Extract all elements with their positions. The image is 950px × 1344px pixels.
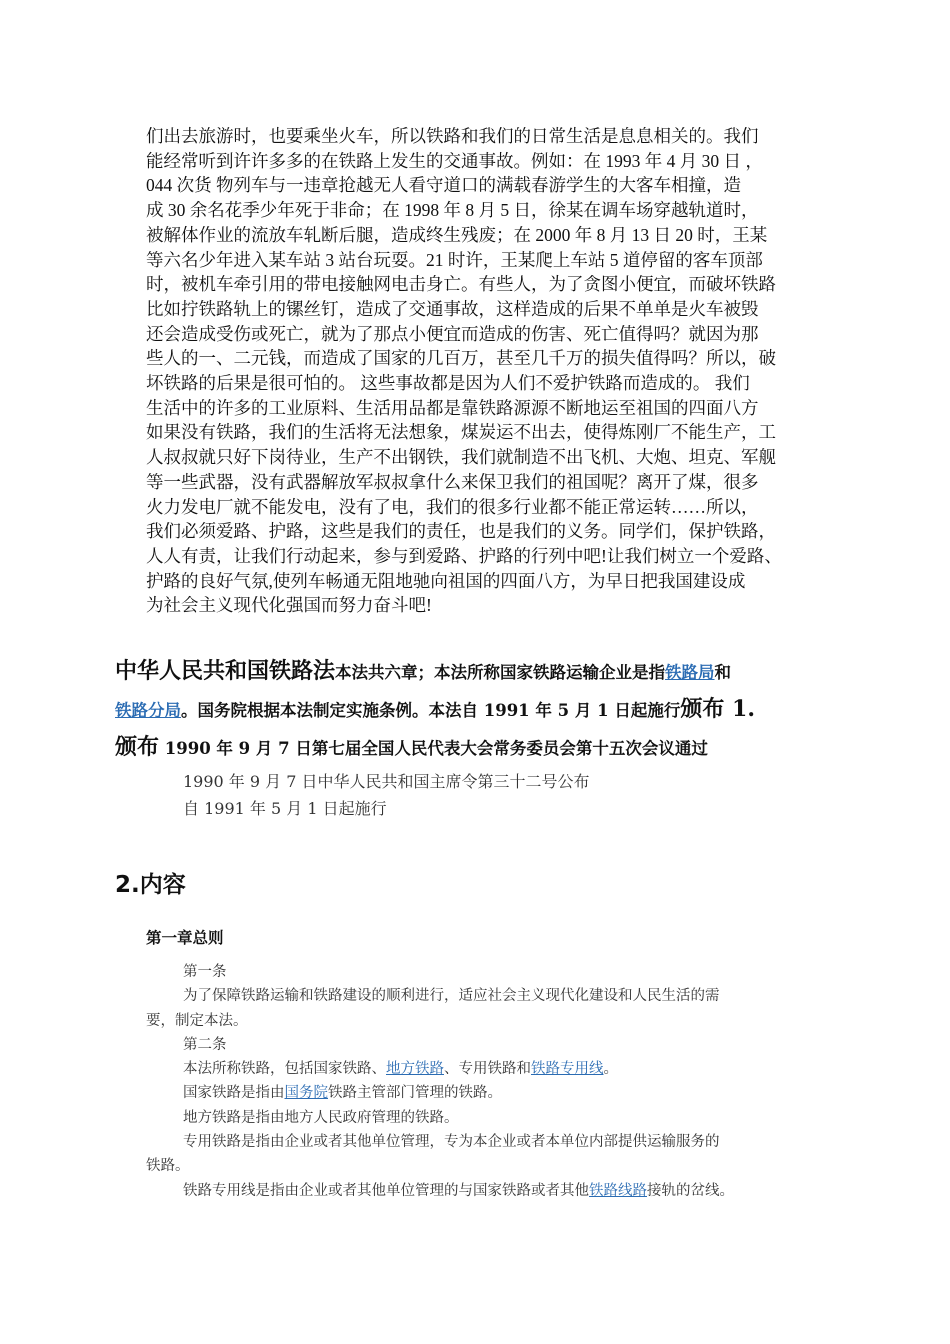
law-heading-line-1 <box>115 652 835 690</box>
article-2-para-4: 专用铁路是指由企业或者其他单位管理，专为本企业或者本单位内部提供运输服务的 <box>183 1134 720 1151</box>
essay-line: 护路的良好气氛,使列车畅通无阻地驰向祖国的四面八方，为早日把我国建设成 <box>146 570 746 591</box>
essay-line: 生活中的许多的工业原料、生活用品都是靠铁路源源不断地运至祖国的四面八方 <box>146 397 759 418</box>
essay-line: 人人有责，让我们行动起来，参与到爱路、护路的行列中吧!让我们树立一个爱路、 <box>146 545 782 566</box>
essay-line: 比如拧铁路轨上的镙丝钉，造成了交通事故，这样造成的后果不单单是火车被毁 <box>146 298 759 319</box>
article-2-para-1 <box>146 1057 826 1081</box>
text-span: 、专用铁路和 <box>444 1061 531 1078</box>
article-1-text-cont: 要，制定本法。 <box>146 1012 248 1029</box>
essay-line: 些人的一、二元钱，而造成了国家的几百万，甚至几千万的损失值得吗？所以，破 <box>146 348 776 369</box>
list-number: 1. <box>724 696 756 722</box>
law-heading-line-3 <box>115 728 835 766</box>
essay-line: 044 次货 物列车与一违章抢越无人看守道口的满载春游学生的大客车相撞，造 <box>146 175 741 196</box>
text-span: 。 <box>603 1061 618 1078</box>
passed-text: 1990 年 9 月 7 日第七届全国人民代表大会常务委员会第十五次会议通过 <box>159 739 708 758</box>
essay-line: 坏铁路的后果是很可怕的。 这些事故都是因为人们不爱护铁路而造成的。 我们 <box>146 373 750 394</box>
link-railway-spur-line[interactable]: 铁路专用线 <box>531 1061 604 1078</box>
law-title: 中华人民共和国铁路法 <box>115 658 336 684</box>
text-span: 接轨的岔线。 <box>647 1182 734 1199</box>
essay-line: 能经常听到许许多多的在铁路上发生的交通事故。例如：在 1993 年 4 月 30 日 ， <box>146 150 763 171</box>
essay-line: 们出去旅游时，也要乘坐火车，所以铁路和我们的日常生活是息息相关的。我们 <box>146 126 759 146</box>
chapter-title: 第一章总则 <box>146 929 224 947</box>
promulgate-label-2: 颁布 <box>115 734 160 760</box>
law-heading <box>115 652 835 766</box>
essay-line: 火力发电厂就不能发电，没有了电，我们的很多行业都不能正常运转……所以， <box>146 496 759 517</box>
promulgation-info <box>183 768 590 822</box>
link-railway-bureau[interactable]: 铁路局 <box>665 663 715 682</box>
text-span: 本法所称铁路，包括国家铁路、 <box>183 1061 386 1078</box>
articles-body <box>146 960 826 1203</box>
link-railway-branch[interactable]: 铁路分局 <box>115 701 181 720</box>
link-railway-line[interactable]: 铁路线路 <box>589 1182 647 1199</box>
essay-line: 人叔叔就只好下岗待业，生产不出钢铁，我们就制造不出飞机、大炮、坦克、军舰 <box>146 447 776 468</box>
link-local-railway[interactable]: 地方铁路 <box>386 1061 444 1078</box>
article-2-para-4-cont: 铁路。 <box>146 1158 190 1175</box>
essay-line: 我们必须爱路、护路，这些是我们的责任，也是我们的义务。同学们，保护铁路， <box>146 521 776 542</box>
essay-body <box>146 124 836 618</box>
law-intro-a: 本法共六章；本法所称国家铁路运输企业是指 <box>335 663 666 682</box>
essay-line: 等一些武器，没有武器解放军叔叔拿什么来保卫我们的祖国呢？离开了煤，很多 <box>146 471 759 492</box>
promulgate-label: 颁布 <box>680 696 725 722</box>
text-span: 铁路主管部门管理的铁路。 <box>328 1085 502 1102</box>
essay-line: 如果没有铁路，我们的生活将无法想象，煤炭运不出去，使得炼刚厂不能生产，工 <box>146 422 776 443</box>
text-span: 铁路专用线是指由企业或者其他单位管理的与国家铁路或者其他 <box>183 1182 589 1199</box>
essay-line: 还会造成受伤或死亡，就为了那点小便宜而造成的伤害、死亡值得吗？就因为那 <box>146 323 759 344</box>
link-state-council[interactable]: 国务院 <box>284 1085 328 1102</box>
article-2-label: 第二条 <box>183 1036 227 1053</box>
essay-line: 时，被机车牵引用的带电接触网电击身亡。有些人，为了贪图小便宜，而破坏铁路 <box>146 274 776 295</box>
article-1-text: 为了保障铁路运输和铁路建设的顺利进行，适应社会主义现代化建设和人民生活的需 <box>183 988 720 1005</box>
law-intro-b: 。国务院根据本法制定实施条例。本法自 1991 年 5 月 1 日起施行 <box>181 701 681 720</box>
essay-line: 等六名少年进入某车站 3 站台玩耍。21 时许，王某爬上车站 5 道停留的客车顶部 <box>146 249 763 270</box>
law-heading-line-2 <box>115 690 835 728</box>
essay-line: 为社会主义现代化强国而努力奋斗吧! <box>146 595 432 616</box>
section-title: 2.内容 <box>115 872 186 898</box>
promulgation-line: 1990 年 9 月 7 日中华人民共和国主席令第三十二号公布 <box>183 772 590 791</box>
effective-line: 自 1991 年 5 月 1 日起施行 <box>183 799 387 818</box>
article-2-para-3: 地方铁路是指由地方人民政府管理的铁路。 <box>183 1109 459 1126</box>
essay-line: 成 30 余名花季少年死于非命；在 1998 年 8 月 5 日，徐某在调车场穿越轨道时， <box>146 200 759 221</box>
law-and: 和 <box>714 663 732 682</box>
article-1-label: 第一条 <box>183 964 227 980</box>
article-2-para-2 <box>146 1081 826 1105</box>
essay-line: 被解体作业的流放车轧断后腿，造成终生残废；在 2000 年 8 月 13 日 20 时，王某 <box>146 224 768 245</box>
article-2-para-5 <box>146 1179 826 1203</box>
text-span: 国家铁路是指由 <box>183 1085 285 1102</box>
